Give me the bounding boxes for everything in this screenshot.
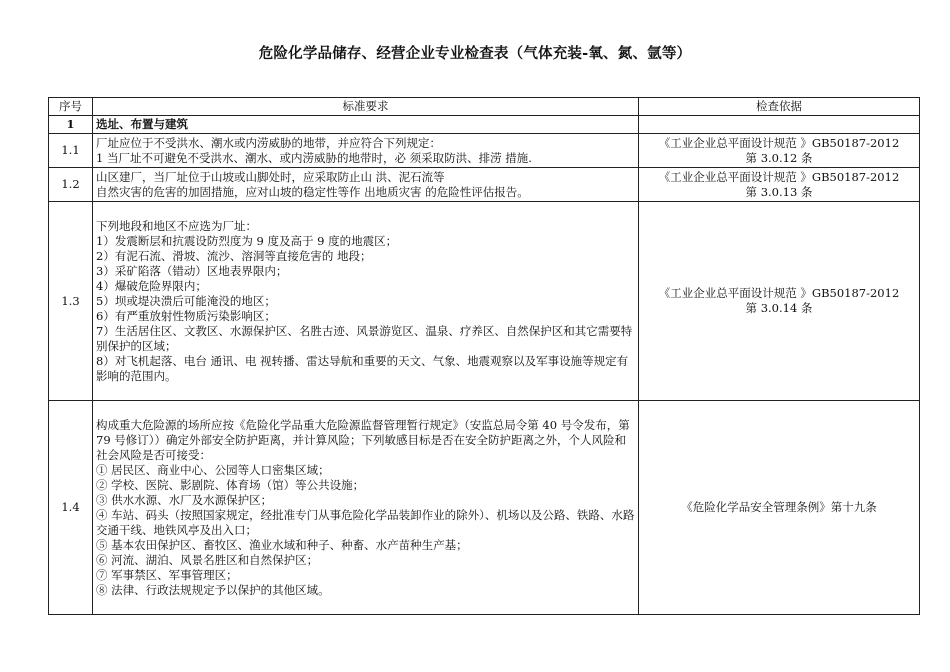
requirement-line: 构成重大危险源的场所应按《危险化学品重大危险源监督管理暂行规定》（安监总局令第 40 号令发布，第 79 号修订））确定外部安全防护距离，并计算风险；下列敏感目标是否在安全防护距离之外，个人风险和社会风险是否可接受： [96, 417, 630, 462]
requirement-cell [93, 168, 639, 202]
requirement-line: ⑦ 军事禁区、军事管理区； [96, 567, 238, 582]
requirement-line: ⑥ 河流、湖泊、风景名胜区和自然保护区； [96, 552, 319, 567]
basis-line: 《工业企业总平面设计规范 》GB50187-2012 [658, 169, 900, 184]
requirement-cell [93, 401, 639, 615]
requirement-line: 2）有泥石流、滑坡、流沙、溶洞等直接危害的 地段； [96, 248, 372, 263]
requirement-line: ③ 供水水源、水厂及水源保护区； [96, 492, 273, 507]
row-number: 1.2 [49, 168, 93, 202]
inspection-table [48, 97, 920, 615]
section-number: 1 [49, 116, 93, 134]
requirement-line: 1）发震断层和抗震设防烈度为 9 度及高于 9 度的地震区； [96, 233, 398, 248]
header-no: 序号 [49, 98, 93, 116]
requirement-line: 自然灾害的危害的加固措施，应对山坡的稳定性等作 出地质灾害 的危险性评估报告。 [96, 184, 529, 199]
table-row [49, 134, 920, 168]
basis-line: 第 3.0.13 条 [745, 184, 813, 199]
requirement-line: ⑤ 基本农田保护区、畜牧区、渔业水域和种子、种畜、水产苗种生产基； [96, 537, 468, 552]
section-basis-empty [639, 116, 920, 134]
requirement-line: 5）坝或堤决溃后可能淹没的地区； [96, 293, 276, 308]
requirement-line: 下列地段和地区不应选为厂址： [96, 218, 257, 233]
basis-line: 《工业企业总平面设计规范 》GB50187-2012 [658, 286, 900, 300]
table-header-row [49, 98, 920, 116]
row-number: 1.4 [49, 401, 93, 615]
requirement-line: 山区建厂，当厂址位于山坡或山脚处时，应采取防止山 洪、泥石流等 [96, 169, 445, 184]
basis-line: 第 3.0.12 条 [745, 150, 813, 165]
requirement-cell [93, 134, 639, 168]
table-row [49, 168, 920, 202]
requirement-line: 8）对飞机起落、电台 通讯、电 视转播、雷达导航和重要的天文、气象、地震观察以及军事设施等规定有影响的范围内。 [96, 353, 629, 383]
row-number: 1.3 [49, 202, 93, 401]
basis-cell [639, 401, 920, 615]
basis-line: 《工业企业总平面设计规范 》GB50187-2012 [658, 135, 900, 150]
requirement-line: ① 居民区、商业中心、公园等人口密集区域； [96, 462, 330, 477]
requirement-line: ② 学校、医院、影剧院、体育场（馆）等公共设施； [96, 477, 365, 492]
document-title: 危险化学品储存、经营企业专业检查表（气体充装-氧、氮、氩等） [258, 46, 692, 62]
requirement-line: 6）有严重放射性物质污染影响区； [96, 308, 276, 323]
header-basis: 检查依据 [639, 98, 920, 116]
header-requirement: 标准要求 [93, 98, 639, 116]
section-row [49, 116, 920, 134]
requirement-line: ⑧ 法律、行政法规规定予以保护的其他区域。 [96, 582, 330, 597]
section-title: 选址、布置与建筑 [93, 116, 639, 134]
table-row [49, 202, 920, 401]
row-number: 1.1 [49, 134, 93, 168]
basis-cell [639, 134, 920, 168]
basis-cell [639, 202, 920, 401]
requirement-line: 1 当厂址不可避免不受洪水、潮水、或内涝威胁的地带时，必 须采取防洪、排涝 措施. [96, 150, 532, 165]
basis-line: 《危险化学品安全管理条例》第十九条 [681, 500, 877, 514]
requirement-line: 4）爆破危险界限内； [96, 278, 207, 293]
requirement-line: 7）生活居住区、文教区、水源保护区、名胜古迹、风景游览区、温泉、疗养区、自然保护区和其它需要特别保护的区域； [96, 323, 633, 353]
basis-cell [639, 168, 920, 202]
requirement-line: ④ 车站、码头（按照国家规定，经批准专门从事危险化学品装卸作业的除外）、机场以及公路、铁路、水路交通干线、地铁风亭及出入口； [96, 507, 635, 537]
requirement-line: 厂址应位于不受洪水、潮水或内涝威胁的地带，并应符合下列规定： [96, 135, 441, 150]
requirement-cell [93, 202, 639, 401]
requirement-line: 3）采矿陷落（错动）区地表界限内； [96, 263, 288, 278]
table-row [49, 401, 920, 615]
basis-line: 第 3.0.14 条 [745, 301, 813, 315]
